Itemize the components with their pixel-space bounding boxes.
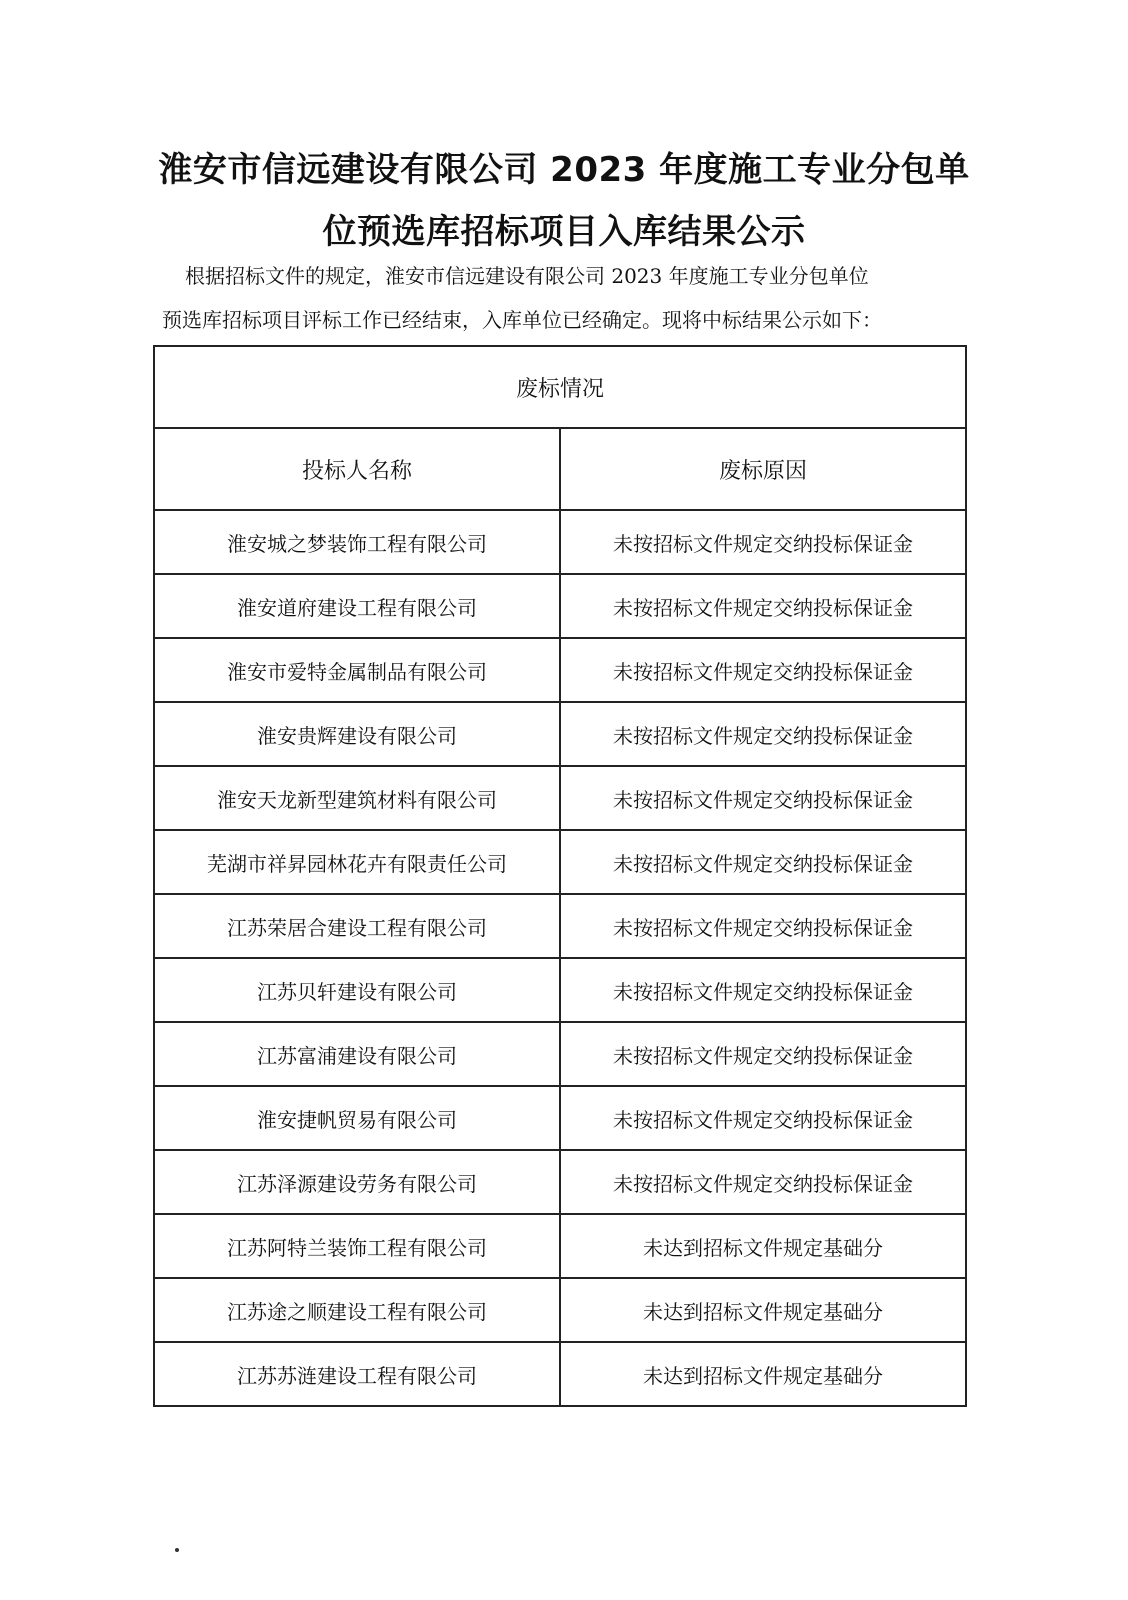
disqualified-bids-table [153, 345, 967, 1407]
page-title-line-1: 淮安市信远建设有限公司 2023 年度施工专业分包单 [158, 150, 970, 190]
reason-cell: 未按招标文件规定交纳投标保证金 [560, 510, 966, 574]
table-row [154, 958, 966, 1022]
bidder-name-cell: 淮安道府建设工程有限公司 [154, 574, 560, 638]
bidder-name-cell: 江苏泽源建设劳务有限公司 [154, 1150, 560, 1214]
scan-speck [175, 1548, 179, 1552]
table-caption-row [154, 346, 966, 428]
bidder-name-cell: 江苏贝轩建设有限公司 [154, 958, 560, 1022]
bidder-name-cell: 淮安市爱特金属制品有限公司 [154, 638, 560, 702]
bidder-name-cell: 淮安城之梦装饰工程有限公司 [154, 510, 560, 574]
table-row [154, 702, 966, 766]
intro-paragraph-line-2: 预选库招标项目评标工作已经结束，入库单位已经确定。现将中标结果公示如下： [162, 308, 882, 332]
reason-cell: 未按招标文件规定交纳投标保证金 [560, 638, 966, 702]
intro-paragraph-line-1: 根据招标文件的规定，淮安市信远建设有限公司 2023 年度施工专业分包单位 [185, 264, 869, 288]
table-row [154, 830, 966, 894]
table-row [154, 638, 966, 702]
bidder-name-cell: 江苏荣居合建设工程有限公司 [154, 894, 560, 958]
reason-cell: 未达到招标文件规定基础分 [560, 1342, 966, 1406]
table-row [154, 894, 966, 958]
reason-cell: 未按招标文件规定交纳投标保证金 [560, 1086, 966, 1150]
reason-cell: 未达到招标文件规定基础分 [560, 1214, 966, 1278]
table-row [154, 1086, 966, 1150]
reason-cell: 未按招标文件规定交纳投标保证金 [560, 1022, 966, 1086]
table-row [154, 510, 966, 574]
bidder-name-cell: 芜湖市祥昇园林花卉有限责任公司 [154, 830, 560, 894]
reason-cell: 未达到招标文件规定基础分 [560, 1278, 966, 1342]
bidder-name-cell: 淮安天龙新型建筑材料有限公司 [154, 766, 560, 830]
reason-cell: 未按招标文件规定交纳投标保证金 [560, 1150, 966, 1214]
column-header-reason: 废标原因 [560, 428, 966, 510]
reason-cell: 未按招标文件规定交纳投标保证金 [560, 830, 966, 894]
reason-cell: 未按招标文件规定交纳投标保证金 [560, 958, 966, 1022]
bidder-name-cell: 江苏阿特兰装饰工程有限公司 [154, 1214, 560, 1278]
bidder-name-cell: 淮安贵辉建设有限公司 [154, 702, 560, 766]
bidder-name-cell: 江苏苏涟建设工程有限公司 [154, 1342, 560, 1406]
reason-cell: 未按招标文件规定交纳投标保证金 [560, 766, 966, 830]
table-row [154, 1150, 966, 1214]
reason-cell: 未按招标文件规定交纳投标保证金 [560, 702, 966, 766]
bidder-name-cell: 淮安捷帆贸易有限公司 [154, 1086, 560, 1150]
table-row [154, 1022, 966, 1086]
table-header-row [154, 428, 966, 510]
table-row [154, 766, 966, 830]
table-row [154, 574, 966, 638]
table-caption: 废标情况 [154, 346, 966, 428]
reason-cell: 未按招标文件规定交纳投标保证金 [560, 894, 966, 958]
table-row [154, 1342, 966, 1406]
page-title-line-2: 位预选库招标项目入库结果公示 [322, 212, 806, 252]
column-header-bidder: 投标人名称 [154, 428, 560, 510]
table-row [154, 1214, 966, 1278]
reason-cell: 未按招标文件规定交纳投标保证金 [560, 574, 966, 638]
bidder-name-cell: 江苏途之顺建设工程有限公司 [154, 1278, 560, 1342]
bidder-name-cell: 江苏富浦建设有限公司 [154, 1022, 560, 1086]
table-row [154, 1278, 966, 1342]
